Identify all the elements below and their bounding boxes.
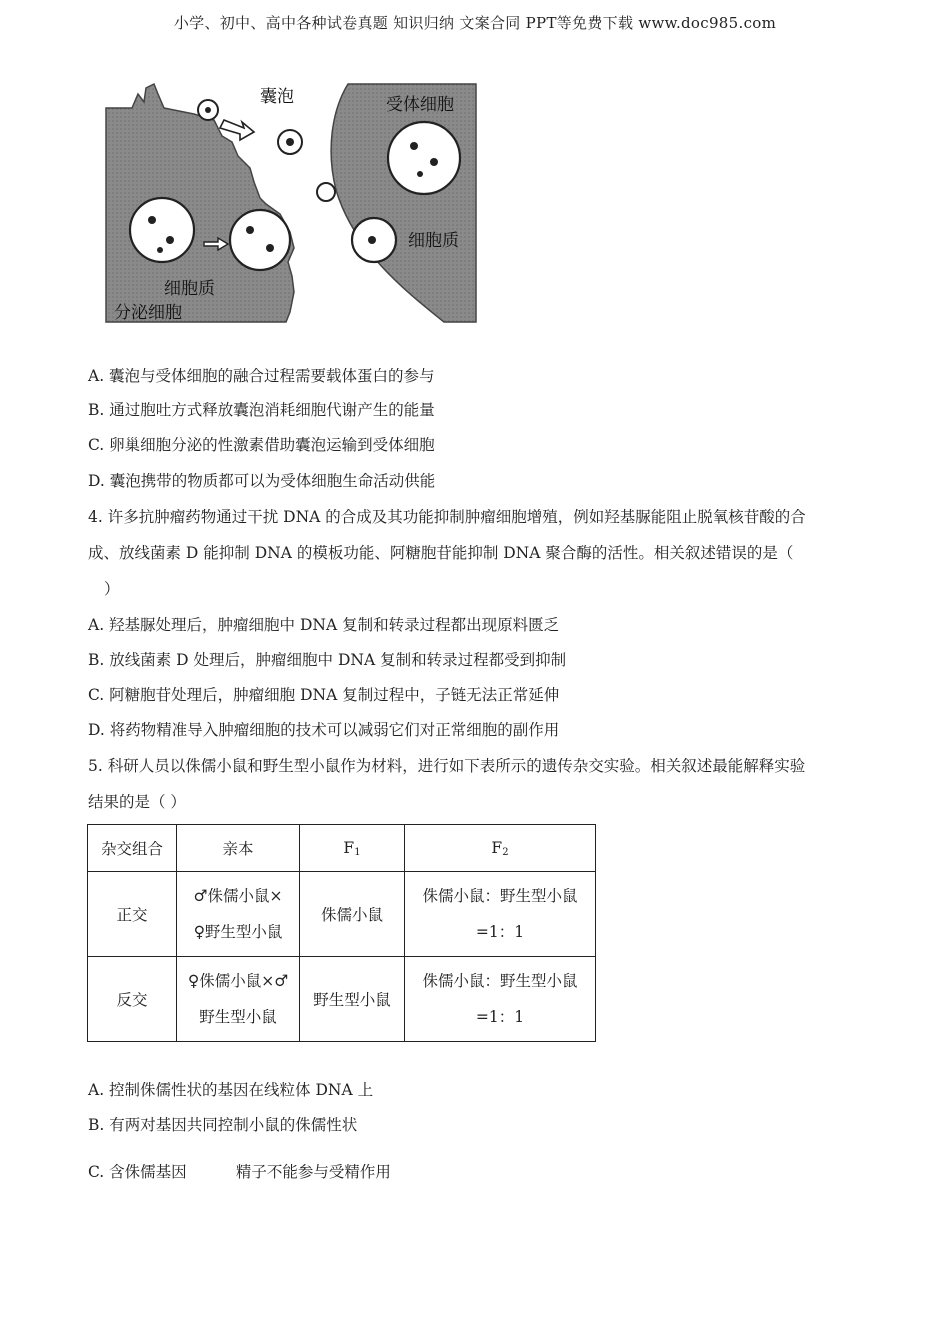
q3-option-a: A. 囊泡与受体细胞的融合过程需要载体蛋白的参与 [88, 367, 435, 385]
header-f2: $F_2$ [405, 825, 596, 872]
label-secretory-cell: 分泌细胞 [114, 303, 182, 323]
label-cytoplasm-right: 细胞质 [408, 231, 459, 251]
cell-combo: 正交 [88, 872, 177, 957]
q5-option-a: A. 控制侏儒性状的基因在线粒体 DNA 上 [88, 1081, 374, 1099]
cell-f2: 侏儒小鼠：野生型小鼠 =1：1 [405, 957, 596, 1042]
q5-stem-line1: 5. 科研人员以侏儒小鼠和野生型小鼠作为材料，进行如下表所示的遗传杂交实验。相关叙述最能解释实验 [88, 757, 806, 775]
cell-parents: ♂侏儒小鼠× ♀野生型小鼠 [177, 872, 300, 957]
vesicle-transport-diagram [104, 80, 480, 328]
cross-table [87, 824, 596, 1042]
q4-stem-line1: 4. 许多抗肿瘤药物通过干扰 DNA 的合成及其功能抑制肿瘤细胞增殖，例如羟基脲能阻止脱氧核苷酸的合 [88, 508, 806, 526]
table-row [88, 957, 596, 1042]
q4-option-a: A. 羟基脲处理后，肿瘤细胞中 DNA 复制和转录过程都出现原料匮乏 [88, 616, 560, 634]
cell-parents: ♀侏儒小鼠×♂ 野生型小鼠 [177, 957, 300, 1042]
cell-f2: 侏儒小鼠：野生型小鼠 =1：1 [405, 872, 596, 957]
header-parents: 亲本 [177, 825, 300, 872]
q3-option-c: C. 卵巢细胞分泌的性激素借助囊泡运输到受体细胞 [88, 436, 435, 454]
q5-stem-line2: 结果的是（ ） [88, 793, 186, 811]
q4-stem-line3: ） [104, 580, 120, 598]
q4-option-c: C. 阿糖胞苷处理后，肿瘤细胞 DNA 复制过程中，子链无法正常延伸 [88, 686, 560, 704]
q5-option-c: C. 含侏儒基因 精子不能参与受精作用 [88, 1163, 391, 1181]
header-combo: 杂交组合 [88, 825, 177, 872]
label-vesicle: 囊泡 [260, 87, 294, 107]
cell-f1: 侏儒小鼠 [300, 872, 405, 957]
page-header: 小学、初中、高中各种试卷真题 知识归纳 文案合同 PPT等免费下载 www.doc985.com [173, 14, 777, 32]
table-row [88, 872, 596, 957]
q3-option-b: B. 通过胞吐方式释放囊泡消耗细胞代谢产生的能量 [88, 401, 435, 419]
label-cytoplasm-left: 细胞质 [164, 279, 215, 299]
label-recipient-cell: 受体细胞 [386, 95, 454, 115]
q3-option-d: D. 囊泡携带的物质都可以为受体细胞生命活动供能 [88, 472, 436, 490]
header-f1: $F_1$ [300, 825, 405, 872]
q4-stem-line2: 成、放线菌素 D 能抑制 DNA 的模板功能、阿糖胞苷能抑制 DNA 聚合酶的活性。相关叙述错误的是（ [88, 544, 794, 562]
table-header-row [88, 825, 596, 872]
cell-f1: 野生型小鼠 [300, 957, 405, 1042]
cell-combo: 反交 [88, 957, 177, 1042]
q4-option-b: B. 放线菌素 D 处理后，肿瘤细胞中 DNA 复制和转录过程都受到抑制 [88, 651, 567, 669]
q5-option-b: B. 有两对基因共同控制小鼠的侏儒性状 [88, 1116, 358, 1134]
q4-option-d: D. 将药物精准导入肿瘤细胞的技术可以减弱它们对正常细胞的副作用 [88, 721, 560, 739]
